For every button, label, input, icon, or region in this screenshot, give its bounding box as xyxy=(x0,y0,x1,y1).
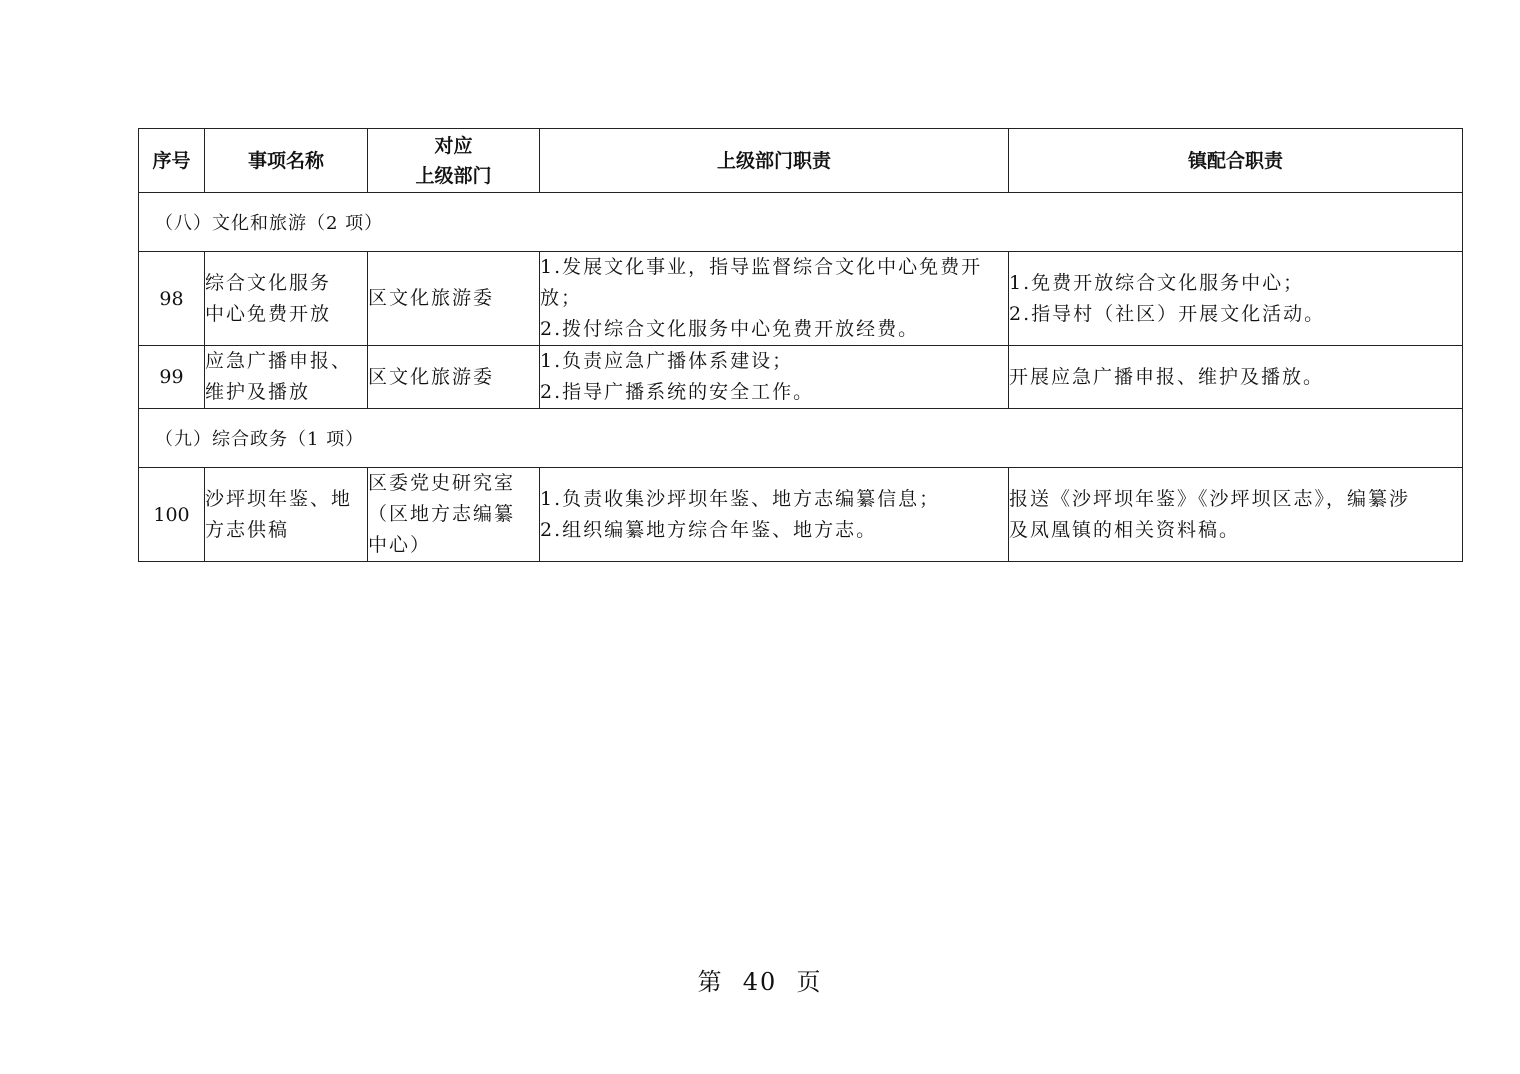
upper-duty-line: 2.指导广播系统的安全工作。 xyxy=(540,381,815,403)
item-name-cell xyxy=(205,468,368,562)
header-dept-line1: 对应 xyxy=(434,134,473,157)
dept-cell xyxy=(368,346,540,409)
town-duty-cell xyxy=(1009,468,1463,562)
header-upper-duty: 上级部门职责 xyxy=(540,129,1009,193)
town-duty-cell xyxy=(1009,346,1463,409)
upper-duty-cell xyxy=(540,468,1009,562)
item-name-cell xyxy=(205,252,368,346)
dept-line: 中心） xyxy=(368,534,432,556)
item-name-line: 方志供稿 xyxy=(205,518,290,541)
upper-duty-cell xyxy=(540,346,1009,409)
item-name-cell xyxy=(205,346,368,409)
dept-cell xyxy=(368,252,540,346)
page-number xyxy=(0,962,1520,997)
town-duty-line: 及凤凰镇的相关资料稿。 xyxy=(1009,518,1241,541)
header-dept-line2: 上级部门 xyxy=(415,164,492,187)
town-duty-cell xyxy=(1009,252,1463,346)
upper-duty-line: 2.拨付综合文化服务中心免费开放经费。 xyxy=(540,318,920,340)
item-name-line: 沙坪坝年鉴、地 xyxy=(205,487,353,510)
upper-duty-line: 2.组织编纂地方综合年鉴、地方志。 xyxy=(540,518,878,541)
upper-duty-line: 1.负责收集沙坪坝年鉴、地方志编纂信息； xyxy=(540,487,941,510)
item-name-line: 中心免费开放 xyxy=(205,302,332,325)
section-row-general-affairs xyxy=(139,409,1463,468)
item-name-line: 应急广播申报、 xyxy=(205,350,353,372)
town-duty-line: 2.指导村（社区）开展文化活动。 xyxy=(1009,302,1326,325)
header-dept xyxy=(368,129,540,193)
row-number: 98 xyxy=(139,252,205,346)
section-title: （九）综合政务（1 项） xyxy=(139,409,1463,468)
dept-line: （区地方志编纂 xyxy=(368,503,516,525)
item-name-line: 综合文化服务 xyxy=(205,271,332,294)
duty-table xyxy=(138,128,1463,562)
header-seq: 序号 xyxy=(139,129,205,193)
row-number: 99 xyxy=(139,346,205,409)
row-number: 100 xyxy=(139,468,205,562)
item-name-line: 维护及播放 xyxy=(205,381,311,403)
section-row-culture-tourism xyxy=(139,193,1463,252)
table-header-row xyxy=(139,129,1463,193)
dept-line: 区委党史研究室 xyxy=(368,472,516,494)
town-duty-line: 1.免费开放综合文化服务中心； xyxy=(1009,271,1305,294)
upper-duty-cell xyxy=(540,252,1009,346)
town-duty-line: 开展应急广播申报、维护及播放。 xyxy=(1009,365,1325,388)
page-number-label: 第 40 页 xyxy=(697,968,823,996)
upper-duty-line: 放； xyxy=(540,287,583,309)
dept-line: 区文化旅游委 xyxy=(368,287,495,309)
table-row xyxy=(139,468,1463,562)
header-town-duty: 镇配合职责 xyxy=(1009,129,1463,193)
table-row xyxy=(139,346,1463,409)
upper-duty-line: 1.负责应急广播体系建设； xyxy=(540,350,794,372)
dept-cell xyxy=(368,468,540,562)
header-item-name: 事项名称 xyxy=(205,129,368,193)
upper-duty-line: 1.发展文化事业，指导监督综合文化中心免费开 xyxy=(540,256,983,278)
dept-line: 区文化旅游委 xyxy=(368,365,495,388)
section-title: （八）文化和旅游（2 项） xyxy=(139,193,1463,252)
table-row xyxy=(139,252,1463,346)
town-duty-line: 报送《沙坪坝年鉴》《沙坪坝区志》，编纂涉 xyxy=(1009,487,1411,510)
